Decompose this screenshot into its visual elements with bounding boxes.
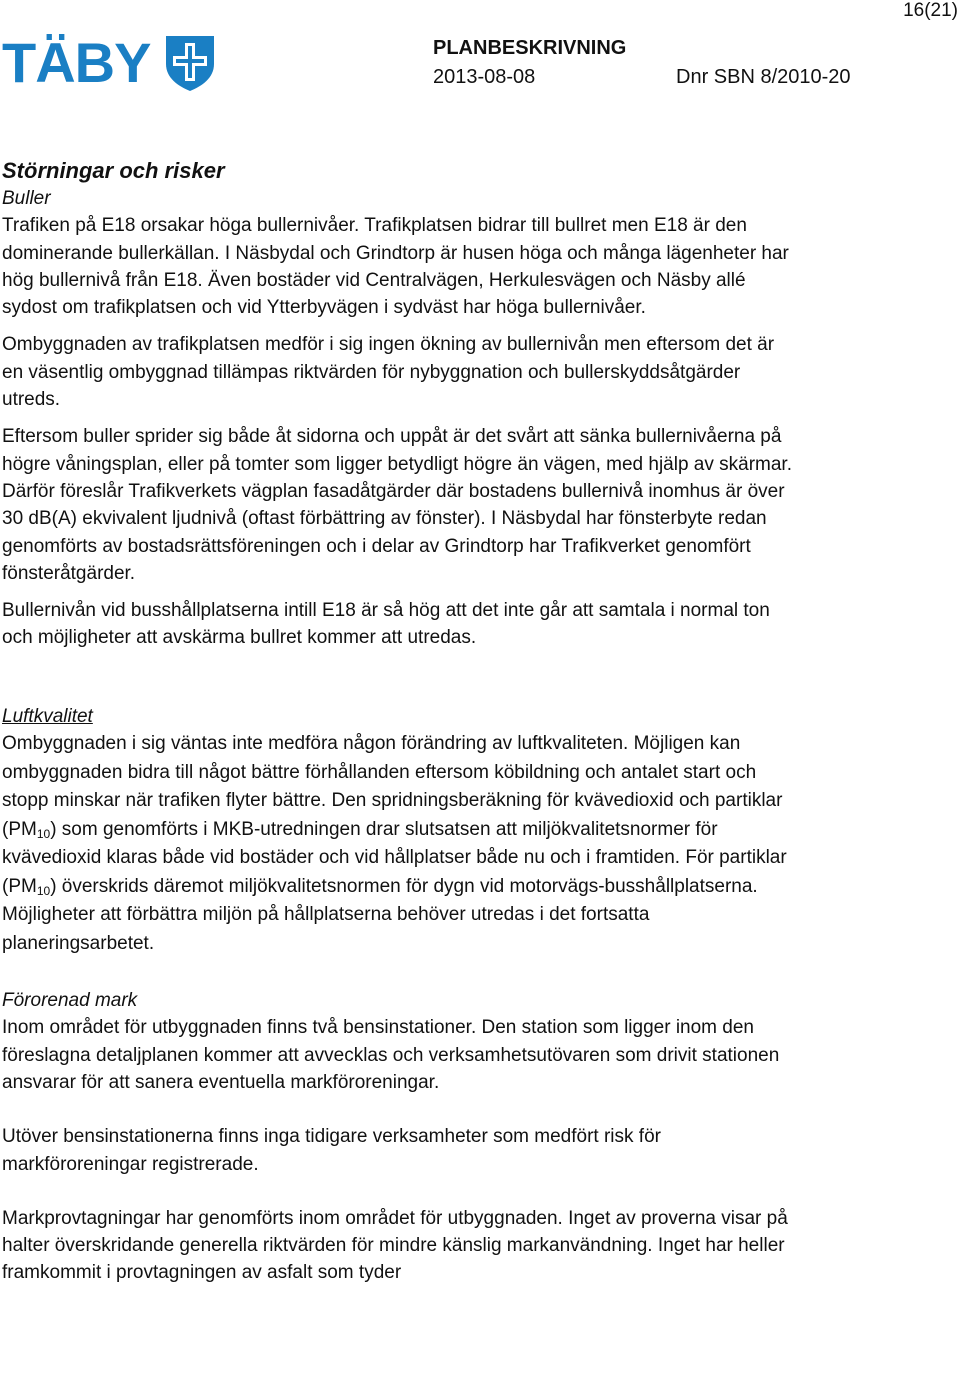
shield-cross-icon — [164, 34, 216, 92]
subscript: 10 — [36, 883, 51, 898]
subheading-buller: Buller — [2, 188, 51, 209]
document-type: PLANBESKRIVNING — [433, 37, 627, 59]
subscript: 10 — [36, 826, 51, 841]
paragraph: Trafiken på E18 orsakar höga bullernivåer. Trafikplatsen bidrar till bullret men E18 är den dominerande bullerkällan. I Näsbydal och Grindtorp är husen höga och många lägenheter har hög bullernivå från E18. Även bostäder vid Centralvägen, Herkulesvägen och Näsby allé sydost om trafikplatsen och vid Ytterbyvägen i sydväst har höga bullernivåer. — [2, 215, 789, 319]
document-date: 2013-08-08 — [433, 66, 536, 88]
paragraph: Bullernivån vid busshållplatserna intill E18 är så hög att det inte går att samtala i normal ton och möjligheter att avskärma bullret kommer att utredas. — [2, 600, 770, 649]
taby-logo — [2, 31, 216, 94]
page-number: 16(21) — [903, 0, 958, 21]
subheading-fororenad-mark: Förorenad mark — [2, 990, 138, 1012]
paragraph-text: ) överskrids däremot miljökvalitetsnormen för dygn vid motorvägs-busshållplatserna. Möjligheter att förbättra miljön på hållplatserna behöver utredas i det fortsatta planeringsarbetet. — [2, 875, 758, 954]
paragraph: Markprovtagningar har genomförts inom området för utbyggnaden. Inget av proverna visar på halter överskridande generella riktvärden för mindre känslig markanvändning. Inget har heller framkommit i provtagningen av asfalt som tyder — [2, 1207, 788, 1284]
section-title: Störningar och risker — [2, 158, 225, 183]
document-body — [2, 157, 792, 1287]
logo-wordmark: TÄBY — [2, 31, 151, 94]
paragraph-text: ) som genomförts i MKB-utredningen drar slutsatsen att miljökvalitetsnormer för kvävedioxid klaras både vid bostäder och vid hållplatser både nu och i framtiden. För partiklar (PM — [2, 818, 787, 897]
paragraph-text: Ombyggnaden i sig väntas inte medföra någon förändring av luftkvaliteten. Möjligen kan ombyggnaden bidra till något bättre förhållanden eftersom köbildning och antalet start och stopp minskar när trafiken flyter bättre. Den spridningsberäkning för kvävedioxid och partiklar (PM — [2, 733, 783, 840]
paragraph: Eftersom buller sprider sig både åt sidorna och uppåt är det svårt att sänka bullernivåerna på högre våningsplan, eller på tomter som ligger betydligt högre än vägen, med hjälp av skärmar. Därför föreslår Trafikverkets vägplan fasadåtgärder där bostadens bullernivå inomhus är över 30 dB(A) ekvivalent ljudnivå (oftast förbättring av fönster). I Näsbydal har fönsterbyte redan genomförts av bostadsrättsföreningen och i delar av Grindtorp har Trafikverket genomfört fönsteråtgärder. — [2, 426, 792, 584]
document-number: Dnr SBN 8/2010-20 — [676, 66, 851, 88]
paragraph: Utöver bensinstationerna finns inga tidigare verksamheter som medfört risk för markföroreningar registrerade. — [2, 1126, 661, 1175]
paragraph: Inom området för utbyggnaden finns två bensinstationer. Den station som ligger inom den föreslagna detaljplanen kommer att avvecklas och verksamhetsutövaren som drivit stationen ansvarar för att sanera eventuella markföroreningar. — [2, 1017, 780, 1093]
paragraph — [2, 730, 792, 958]
subheading-luftkvalitet: Luftkvalitet — [2, 705, 93, 727]
paragraph: Ombyggnaden av trafikplatsen medför i sig ingen ökning av bullernivån men eftersom det är en väsentlig ombyggnad tillämpas riktvärden för nybyggnation och bullerskyddsåtgärder utreds. — [2, 334, 775, 411]
